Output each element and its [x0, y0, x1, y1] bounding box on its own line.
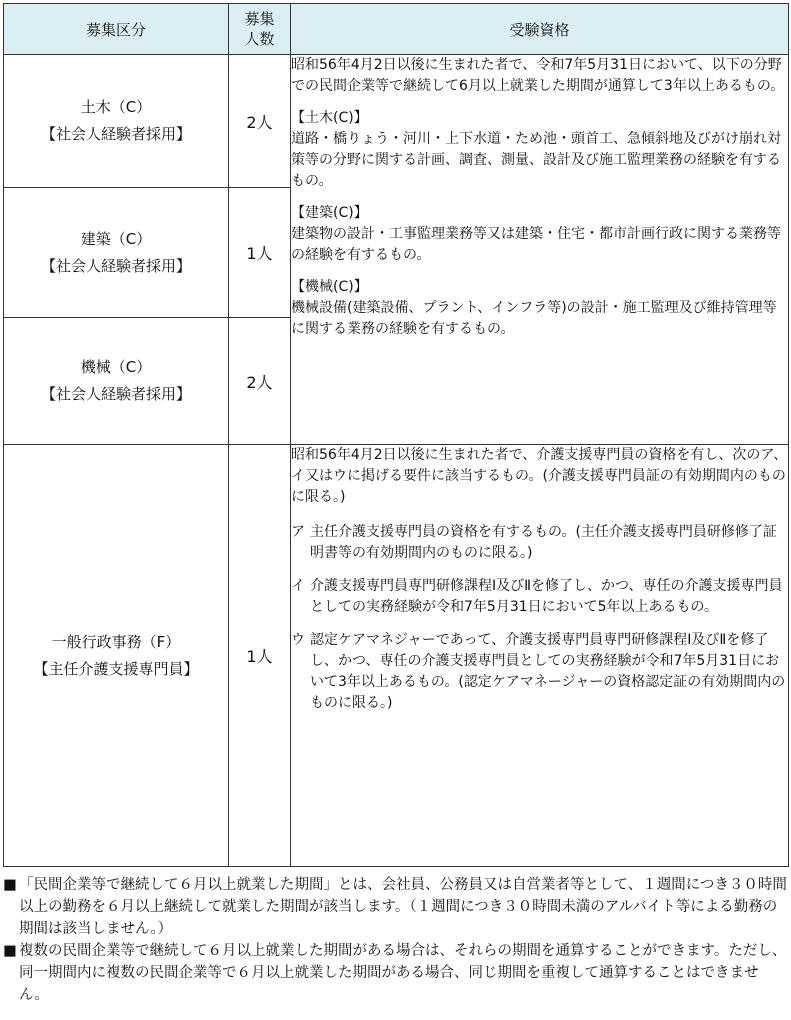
category-type: 【社会人経験者採用】 [40, 385, 191, 403]
note-item [3, 874, 788, 940]
requirement-marker: ア [291, 524, 305, 540]
requirement-text: 介護支援専門員専門研修課程Ⅰ及びⅡを修了し、かつ、専任の介護支援専門員としての実務経験が令和7年5月31日において5年以上あるもの。 [310, 578, 783, 615]
arch-heading: 【建築(C)】 [291, 205, 368, 221]
requirement-text: 主任介護支援専門員の資格を有するもの。(主任介護支援専門員研修修了証明書等の有効期間内のものに限る。) [310, 524, 777, 561]
category-cell [4, 318, 229, 445]
category-type: 【主任介護支援専門員】 [33, 659, 199, 678]
header-category: 募集区分 [4, 4, 229, 55]
table-row [4, 55, 789, 188]
qualification-intro: 昭和56年4月2日以後に生まれた者で、介護支援専門員の資格を有し、次のア、イ又はウに掲げる要件に該当するもの。(介護支援専門員証の有効期間内のものに限る。) [291, 447, 788, 505]
category-cell [4, 55, 229, 188]
header-count [229, 4, 291, 55]
requirement-item [291, 576, 788, 618]
table-row [4, 445, 789, 867]
header-row [4, 4, 789, 55]
requirement-text: 認定ケアマネジャーであって、介護支援専門員専門研修課程Ⅰ及びⅡを修了し、かつ、専任の介護支援専門員としての実務経験が令和7年5月31日において3年以上あるもの。(認定ケアマネージャーの資格認定証の有効期間内のものに限る。) [310, 632, 786, 711]
count-cell: 2人 [229, 318, 291, 445]
header-qualification: 受験資格 [291, 4, 789, 55]
note-bullet: ■ [3, 877, 17, 893]
recruitment-table [3, 3, 789, 867]
category-type: 【社会人経験者採用】 [40, 256, 191, 275]
note-text: 複数の民間企業等で継続して６月以上就業した期間がある場合は、それらの期間を通算することができます。ただし、同一期間内に複数の民間企業等で６月以上就業した期間がある場合、同じ期間を重複して通算することはできません。 [19, 943, 787, 1003]
header-count-line1: 募集 [244, 10, 275, 28]
qualification-intro: 昭和56年4月2日以後に生まれた者で、令和7年5月31日において、以下の分野での民間企業等で継続して6月以上就業した期間が通算して3年以上あるもの。 [291, 57, 785, 94]
mech-body: 機械設備(建築設備、プラント、インフラ等)の設計・施工監理及び維持管理等に関する業務の経験を有するもの。 [291, 300, 777, 337]
category-name: 土木（C） [80, 98, 152, 116]
arch-body: 建築物の設計・工事監理業務等又は建築・住宅・都市計画行政に関する業務等の経験を有するもの。 [291, 226, 781, 263]
note-item [3, 940, 788, 1006]
mech-heading: 【機械(C)】 [291, 279, 368, 295]
notes-section [3, 874, 788, 1006]
category-name: 建築（C） [80, 229, 152, 248]
category-name: 一般行政事務（F） [51, 632, 181, 651]
requirement-item [291, 522, 788, 564]
qualification-cell-admin [291, 445, 789, 867]
requirement-marker: ウ [291, 632, 305, 648]
count-cell: 1人 [229, 188, 291, 318]
requirement-marker: イ [291, 578, 305, 594]
category-name: 機械（C） [80, 358, 152, 376]
count-cell: 1人 [229, 445, 291, 867]
header-count-line2: 人数 [244, 30, 275, 48]
count-cell: 2人 [229, 55, 291, 188]
note-bullet: ■ [3, 943, 17, 959]
requirement-item [291, 630, 788, 714]
civil-body: 道路・橋りょう・河川・上下水道・ため池・頭首工、急傾斜地及びがけ崩れ対策等の分野に関する計画、調査、測量、設計及び施工監理業務の経験を有するもの。 [291, 131, 781, 189]
civil-heading: 【土木(C)】 [291, 110, 368, 126]
category-type: 【社会人経験者採用】 [40, 125, 191, 143]
qualification-cell-experienced [291, 55, 789, 445]
category-cell [4, 188, 229, 318]
category-cell [4, 445, 229, 867]
note-text: 「民間企業等で継続して６月以上就業した期間」とは、会社員、公務員又は自営業者等として、１週間につき３０時間以上の勤務を６月以上継続して就業した期間が該当します。（１週間につき３０時間未満のアルバイト等による勤務の期間は該当しません。） [19, 877, 787, 937]
